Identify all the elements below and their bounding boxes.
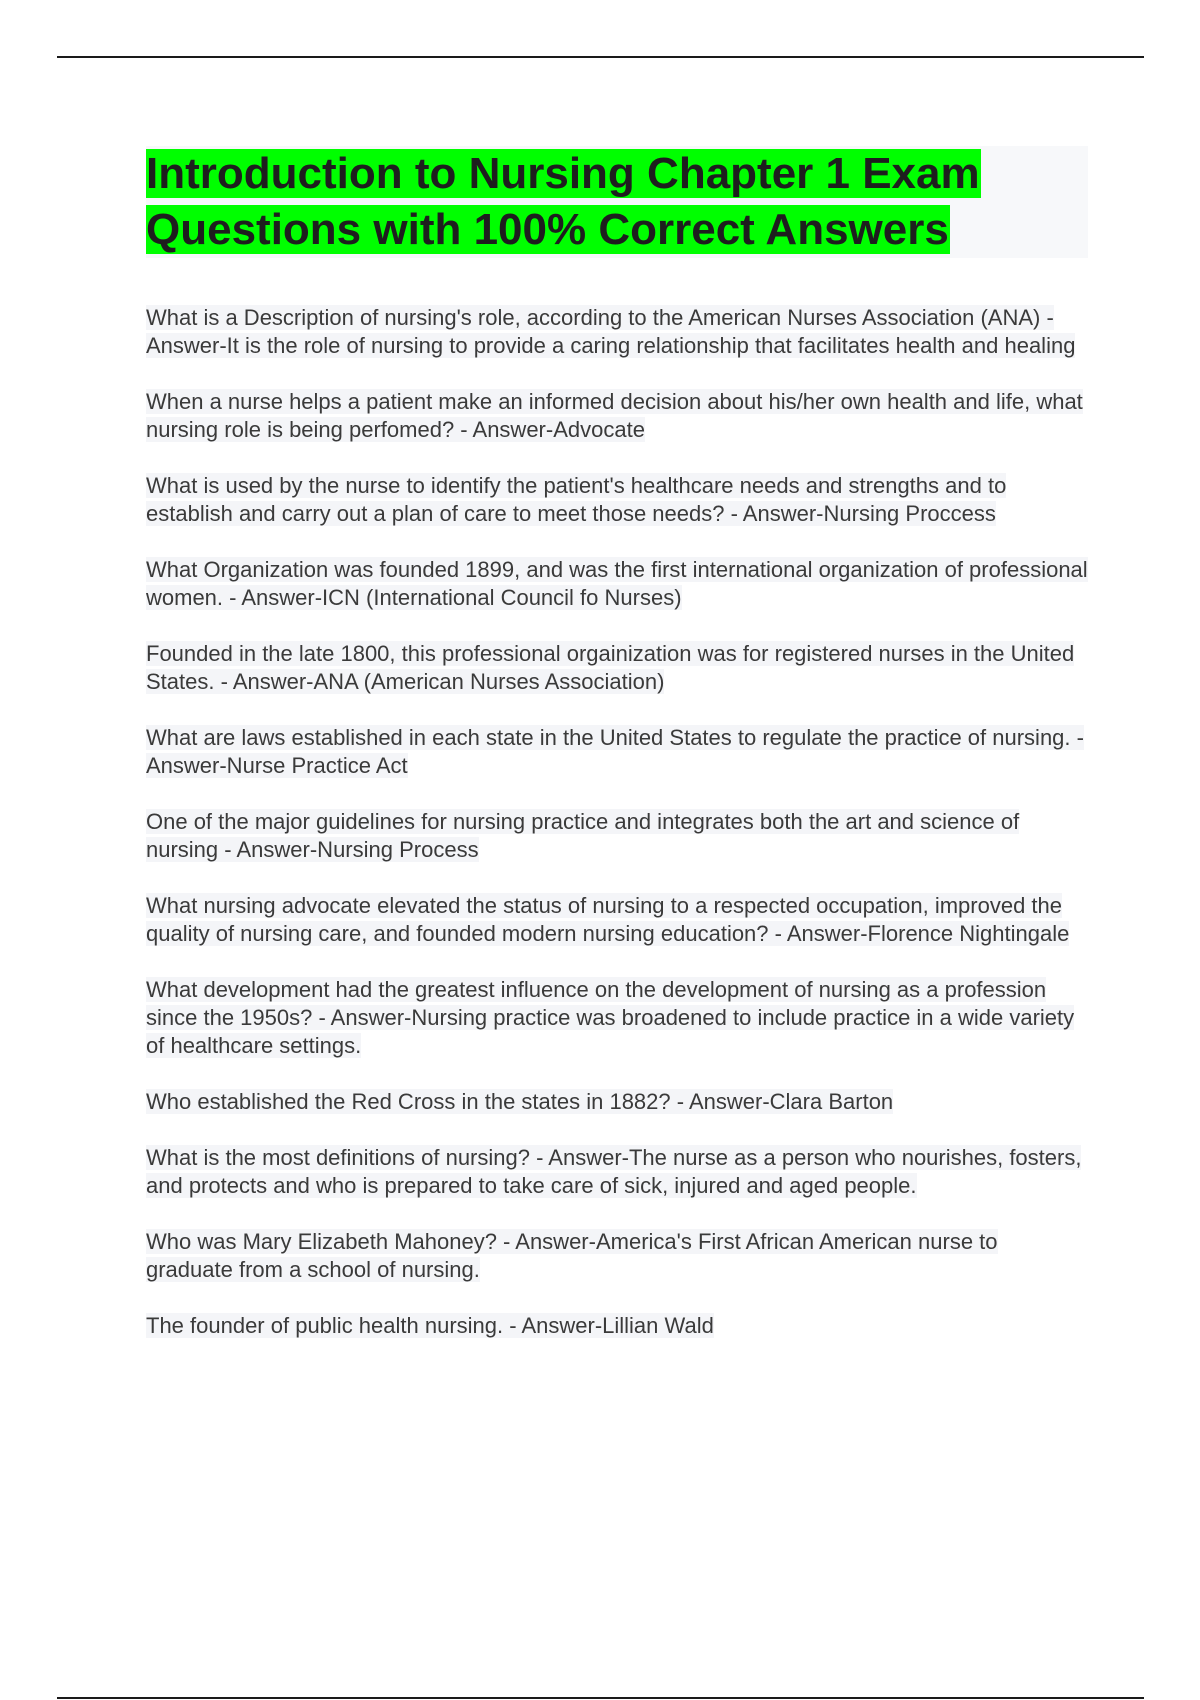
qa-item: Founded in the late 1800, this professional orgainization was for registered nurses in the United States. - Answer-ANA (American Nurses Association) <box>146 641 1075 694</box>
document-title <box>146 146 1088 258</box>
qa-item: What nursing advocate elevated the status of nursing to a respected occupation, improved the quality of nursing care, and founded modern nursing education? - Answer-Florence Nightingale <box>146 893 1070 946</box>
bottom-rule <box>57 1697 1144 1699</box>
title-block <box>146 146 1088 258</box>
top-rule <box>57 56 1144 58</box>
qa-item: What Organization was founded 1899, and was the first international organization of professional women. - Answer-ICN (International Council fo Nurses) <box>146 557 1088 610</box>
qa-item: When a nurse helps a patient make an informed decision about his/her own health and life, what nursing role is being perfomed? - Answer-Advocate <box>146 389 1083 442</box>
qa-item: Who established the Red Cross in the states in 1882? - Answer-Clara Barton <box>146 1089 894 1114</box>
qa-item: What is the most definitions of nursing? - Answer-The nurse as a person who nourishes, fosters, and protects and who is prepared to take care of sick, injured and aged people. <box>146 1145 1082 1198</box>
qa-item: What is a Description of nursing's role, according to the American Nurses Association (ANA) - Answer-It is the role of nursing to provide a caring relationship that facilitates health and healing <box>146 305 1076 358</box>
qa-list <box>146 304 1088 1340</box>
qa-item: The founder of public health nursing. - Answer-Lillian Wald <box>146 1313 714 1338</box>
qa-item: Who was Mary Elizabeth Mahoney? - Answer-America's First African American nurse to graduate from a school of nursing. <box>146 1229 998 1282</box>
qa-item: One of the major guidelines for nursing practice and integrates both the art and science of nursing - Answer-Nursing Process <box>146 809 1020 862</box>
qa-item: What are laws established in each state in the United States to regulate the practice of nursing. - Answer-Nurse Practice Act <box>146 725 1084 778</box>
document-title-text: Introduction to Nursing Chapter 1 Exam Questions with 100% Correct Answers <box>146 149 980 254</box>
qa-item: What is used by the nurse to identify the patient's healthcare needs and strengths and to establish and carry out a plan of care to meet those needs? - Answer-Nursing Proccess <box>146 473 1007 526</box>
document-body <box>146 146 1088 1368</box>
qa-item: What development had the greatest influence on the development of nursing as a profession since the 1950s? - Answer-Nursing practice was broadened to include practice in a wide variety of healthcare settings. <box>146 977 1075 1058</box>
